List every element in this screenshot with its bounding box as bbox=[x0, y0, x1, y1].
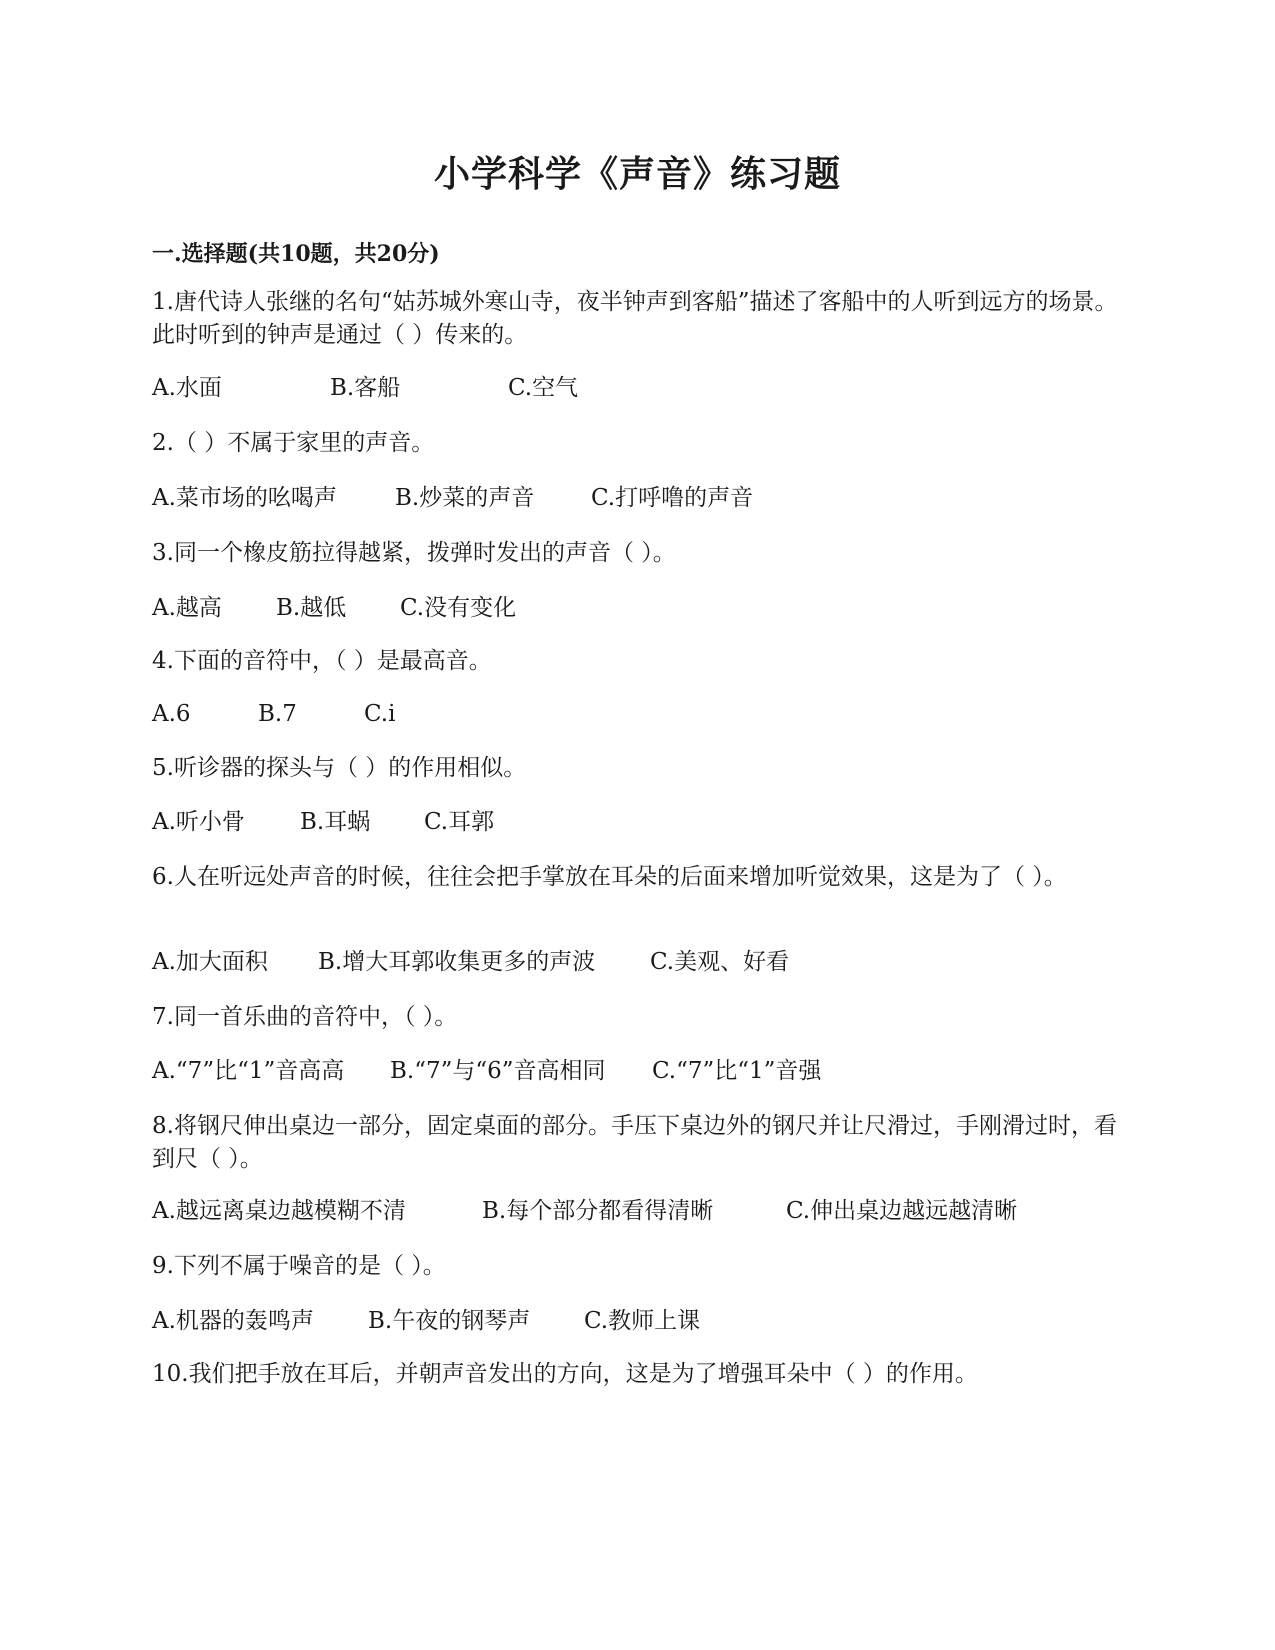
question-9-options bbox=[152, 1305, 700, 1338]
option-a: A.“7”比“1”音高高 bbox=[152, 1058, 345, 1084]
option-b: B.越低 bbox=[276, 595, 347, 621]
question-2: 2.（ ）不属于家里的声音。 bbox=[152, 430, 435, 456]
option-c: C.没有变化 bbox=[400, 595, 517, 621]
option-c: C.美观、好看 bbox=[650, 949, 790, 975]
question-3: 3.同一个橡皮筋拉得越紧，拨弹时发出的声音（ ）。 bbox=[152, 540, 676, 566]
question-4-options bbox=[152, 698, 395, 731]
question-4: 4.下面的音符中，（ ）是最高音。 bbox=[152, 648, 492, 674]
option-b: B.每个部分都看得清晰 bbox=[482, 1198, 714, 1224]
option-a: A.菜市场的吆喝声 bbox=[152, 485, 337, 511]
question-8: 8.将钢尺伸出桌边一部分，固定桌面的部分。手压下桌边外的钢尺并让尺滑过，手刚滑过时，看到尺（ ）。 bbox=[152, 1113, 1117, 1172]
question-6: 6.人在听远处声音的时候，往往会把手掌放在耳朵的后面来增加听觉效果，这是为了（ ）。 bbox=[152, 864, 1067, 890]
option-a: A.越远离桌边越模糊不清 bbox=[152, 1198, 406, 1224]
question-6-options bbox=[152, 946, 789, 979]
option-c: C.耳郭 bbox=[424, 809, 495, 835]
question-1-options bbox=[152, 372, 578, 405]
option-c: C.教师上课 bbox=[584, 1308, 701, 1334]
option-b: B.炒菜的声音 bbox=[395, 485, 535, 511]
question-10: 10.我们把手放在耳后，并朝声音发出的方向，这是为了增强耳朵中（ ）的作用。 bbox=[152, 1361, 978, 1387]
option-b: B.耳蜗 bbox=[300, 809, 371, 835]
option-c: C.空气 bbox=[508, 375, 579, 401]
question-5: 5.听诊器的探头与（ ）的作用相似。 bbox=[152, 755, 527, 781]
option-c: C.打呼噜的声音 bbox=[591, 485, 754, 511]
question-7-options bbox=[152, 1055, 821, 1088]
option-a: A.听小骨 bbox=[152, 809, 245, 835]
option-c: C.“7”比“1”音强 bbox=[652, 1058, 822, 1084]
question-2-options bbox=[152, 482, 753, 515]
question-3-options bbox=[152, 592, 516, 625]
document-title: 小学科学《声音》练习题 bbox=[433, 153, 841, 195]
option-a: A.机器的轰鸣声 bbox=[152, 1308, 314, 1334]
option-b: B.“7”与“6”音高相同 bbox=[390, 1058, 606, 1084]
section-heading: 一.选择题(共10题，共20分) bbox=[152, 241, 440, 267]
question-1: 1.唐代诗人张继的名句“姑苏城外寒山寺，夜半钟声到客船”描述了客船中的人听到远方的场景。此时听到的钟声是通过（ ）传来的。 bbox=[152, 289, 1118, 348]
option-c: C.i bbox=[364, 701, 396, 727]
option-b: B.客船 bbox=[330, 375, 401, 401]
option-a: A.越高 bbox=[152, 595, 222, 621]
question-9: 9.下列不属于噪音的是（ ）。 bbox=[152, 1253, 446, 1279]
option-c: C.伸出桌边越远越清晰 bbox=[786, 1198, 1018, 1224]
question-8-options bbox=[152, 1195, 1017, 1228]
option-a: A.水面 bbox=[152, 375, 222, 401]
question-7: 7.同一首乐曲的音符中，（ ）。 bbox=[152, 1004, 458, 1030]
option-b: B.午夜的钢琴声 bbox=[368, 1308, 531, 1334]
option-b: B.增大耳郭收集更多的声波 bbox=[318, 949, 596, 975]
option-b: B.7 bbox=[258, 701, 297, 727]
question-5-options bbox=[152, 806, 494, 839]
option-a: A.6 bbox=[152, 701, 191, 727]
option-a: A.加大面积 bbox=[152, 949, 268, 975]
